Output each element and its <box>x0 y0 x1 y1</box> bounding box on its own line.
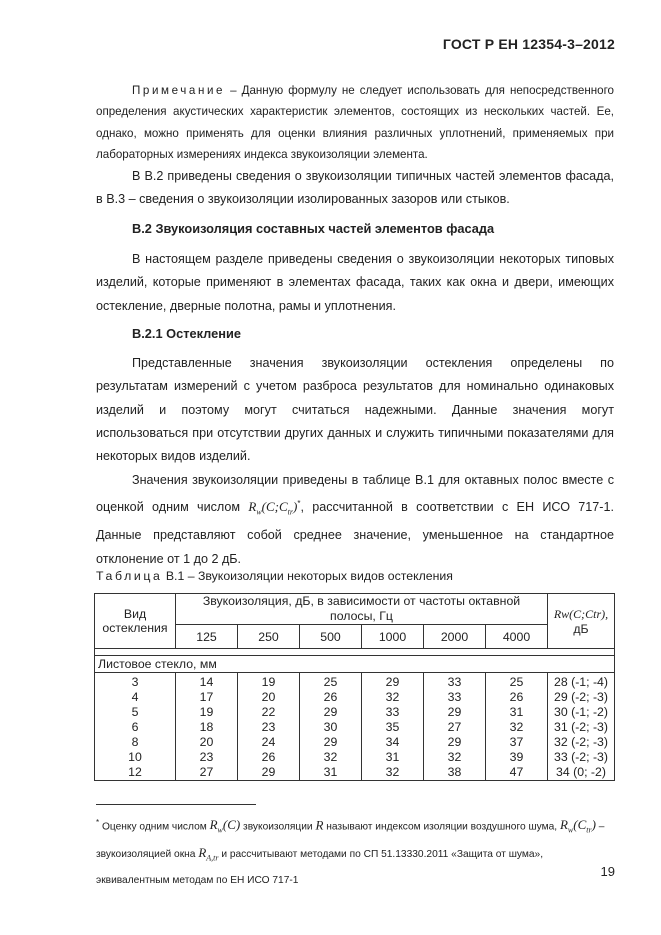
header-kind: Вид остекления <box>95 594 176 649</box>
table-row <box>95 750 615 765</box>
formula-r: R <box>248 499 257 515</box>
row-value: 33 <box>424 673 486 691</box>
header-group: Звукоизоляция, дБ, в зависимости от частоты октавной полосы, Гц <box>176 594 548 625</box>
row-thickness: 8 <box>95 735 176 750</box>
table-body <box>95 673 615 781</box>
footnote-t2: звукоизоляции <box>240 821 316 833</box>
footnote-t1: Оценку одним числом <box>99 821 210 833</box>
header-rating-unit: дБ <box>573 621 589 636</box>
row-thickness: 12 <box>95 765 176 781</box>
row-rating: 31 (-2; -3) <box>548 720 615 735</box>
row-value: 17 <box>176 690 238 705</box>
row-thickness: 10 <box>95 750 176 765</box>
row-value: 29 <box>362 673 424 691</box>
footnote <box>96 812 614 892</box>
note <box>96 80 614 165</box>
row-value: 20 <box>238 690 300 705</box>
row-value: 23 <box>176 750 238 765</box>
header-rating <box>548 594 615 649</box>
row-value: 32 <box>300 750 362 765</box>
paragraph-1: В В.2 приведены сведения о звукоизоляции типичных частей элементов фасада, в В.3 – сведения о звукоизоляции изолированных зазоров или стыков. <box>96 169 614 207</box>
p4-before: Значения звукоизоляции приведены в таблице В.1 для октавных полос вместе с оценкой одним числом <box>96 473 614 515</box>
row-value: 29 <box>300 735 362 750</box>
row-value: 22 <box>238 705 300 720</box>
row-thickness: 6 <box>95 720 176 735</box>
footnote-formula-rw: $R_w(C)$ <box>209 817 241 835</box>
row-value: 37 <box>486 735 548 750</box>
paragraph-2: В настоящем разделе приведены сведения о звукоизоляции некоторых типовых изделий, которые применяют в элементах фасада, таких как окна и двери, имеющих остекление, дверные полотна, рамы и уплотнения. <box>96 252 614 313</box>
table-caption-label: Таблица <box>96 569 163 583</box>
row-value: 31 <box>486 705 548 720</box>
table-row <box>95 765 615 781</box>
row-value: 26 <box>300 690 362 705</box>
table-row <box>95 705 615 720</box>
formula-tr: tr <box>287 508 293 518</box>
footnote-t3: называют индексом изоляции воздушного шума, <box>323 821 560 833</box>
row-value: 39 <box>486 750 548 765</box>
footnote-divider <box>96 804 256 805</box>
row-value: 38 <box>424 765 486 781</box>
row-value: 31 <box>300 765 362 781</box>
row-rating: 32 (-2; -3) <box>548 735 615 750</box>
row-thickness: 5 <box>95 705 176 720</box>
freq-250: 250 <box>238 625 300 649</box>
row-value: 30 <box>300 720 362 735</box>
table-caption <box>96 569 453 583</box>
row-value: 35 <box>362 720 424 735</box>
table-spacer <box>95 649 615 656</box>
p4-after: , рассчитанной в соответствии с ЕН ИСО 717-1. Данные представляют собой среднее значение, уменьшенное на стандартное отклонение от 1 до 2 дБ. <box>96 500 614 566</box>
row-value: 29 <box>238 765 300 781</box>
page-number: 19 <box>600 864 615 879</box>
row-value: 25 <box>300 673 362 691</box>
footnote-t4: – звукоизоляцией окна <box>96 821 605 860</box>
row-value: 33 <box>362 705 424 720</box>
footnote-formula-r: R <box>315 817 324 833</box>
row-value: 14 <box>176 673 238 691</box>
row-rating: 33 (-2; -3) <box>548 750 615 765</box>
row-value: 26 <box>238 750 300 765</box>
row-value: 32 <box>362 690 424 705</box>
row-value: 47 <box>486 765 548 781</box>
note-text: – Данную формулу не следует использовать для непосредственного определения акустических характеристик элементов, состоящих из нескольких частей. Ее, однако, можно применять для оценки влияния различных уплотнений, применяемых при лабораторных измерениях индекса звукоизоляции элемента. <box>96 84 614 161</box>
paragraph-3: Представленные значения звукоизоляции остекления определены по результатам измерений с учетом разброса результатов для номинально одинаковых изделий и поэтому могут считаться надежными. Данные значения могут использоваться при отсутствии других данных и служить типичными показателями для некоторых видов изделий. <box>96 356 614 464</box>
glazing-table <box>94 593 615 781</box>
rating-formula <box>248 499 298 518</box>
formula-w: w <box>256 508 262 518</box>
row-value: 33 <box>424 690 486 705</box>
row-value: 32 <box>486 720 548 735</box>
table-row <box>95 690 615 705</box>
section-heading-b21: В.2.1 Остекление <box>132 326 241 341</box>
header-rating-formula: Rw(C;Ctr), <box>553 606 609 621</box>
table-row <box>95 673 615 691</box>
freq-2000: 2000 <box>424 625 486 649</box>
table-row <box>95 720 615 735</box>
row-value: 29 <box>424 705 486 720</box>
note-label: Примечание <box>132 84 226 97</box>
section-heading-b2: В.2 Звукоизоляция составных частей элементов фасада <box>132 221 495 236</box>
table-row <box>95 735 615 750</box>
row-value: 31 <box>362 750 424 765</box>
footnote-formula-rwctr: $R_w(C_{tr})$ <box>559 817 596 835</box>
row-rating: 28 (-1; -4) <box>548 673 615 691</box>
footnote-marker: * <box>96 818 100 827</box>
row-value: 19 <box>176 705 238 720</box>
row-value: 29 <box>424 735 486 750</box>
row-value: 24 <box>238 735 300 750</box>
row-rating: 34 (0; -2) <box>548 765 615 781</box>
table-section-title: Листовое стекло, мм <box>95 656 615 673</box>
row-value: 27 <box>424 720 486 735</box>
row-rating: 29 (-2; -3) <box>548 690 615 705</box>
row-value: 26 <box>486 690 548 705</box>
freq-4000: 4000 <box>486 625 548 649</box>
row-value: 23 <box>238 720 300 735</box>
row-value: 29 <box>300 705 362 720</box>
row-value: 34 <box>362 735 424 750</box>
freq-1000: 1000 <box>362 625 424 649</box>
freq-125: 125 <box>176 625 238 649</box>
row-value: 32 <box>362 765 424 781</box>
row-thickness: 4 <box>95 690 176 705</box>
row-value: 27 <box>176 765 238 781</box>
freq-500: 500 <box>300 625 362 649</box>
row-value: 32 <box>424 750 486 765</box>
row-value: 20 <box>176 735 238 750</box>
table-caption-text: В.1 – Звукоизоляции некоторых видов остекления <box>162 569 453 583</box>
paragraph-4 <box>96 469 614 571</box>
row-value: 18 <box>176 720 238 735</box>
formula-args: (C;C <box>261 499 288 515</box>
row-rating: 30 (-1; -2) <box>548 705 615 720</box>
footnote-formula-ra: $R_{A,tr}$ <box>198 844 219 863</box>
row-value: 19 <box>238 673 300 691</box>
row-thickness: 3 <box>95 673 176 691</box>
formula-close: ) <box>293 499 298 515</box>
footnote-mark: * <box>297 499 301 509</box>
document-code: ГОСТ Р ЕН 12354-3–2012 <box>442 36 615 52</box>
row-value: 25 <box>486 673 548 691</box>
footnote-t5: и рассчитывают методами по СП 51.13330.2011 «Защита от шума», эквивалентным методам по ЕН ИСО 717-1 <box>96 848 544 886</box>
